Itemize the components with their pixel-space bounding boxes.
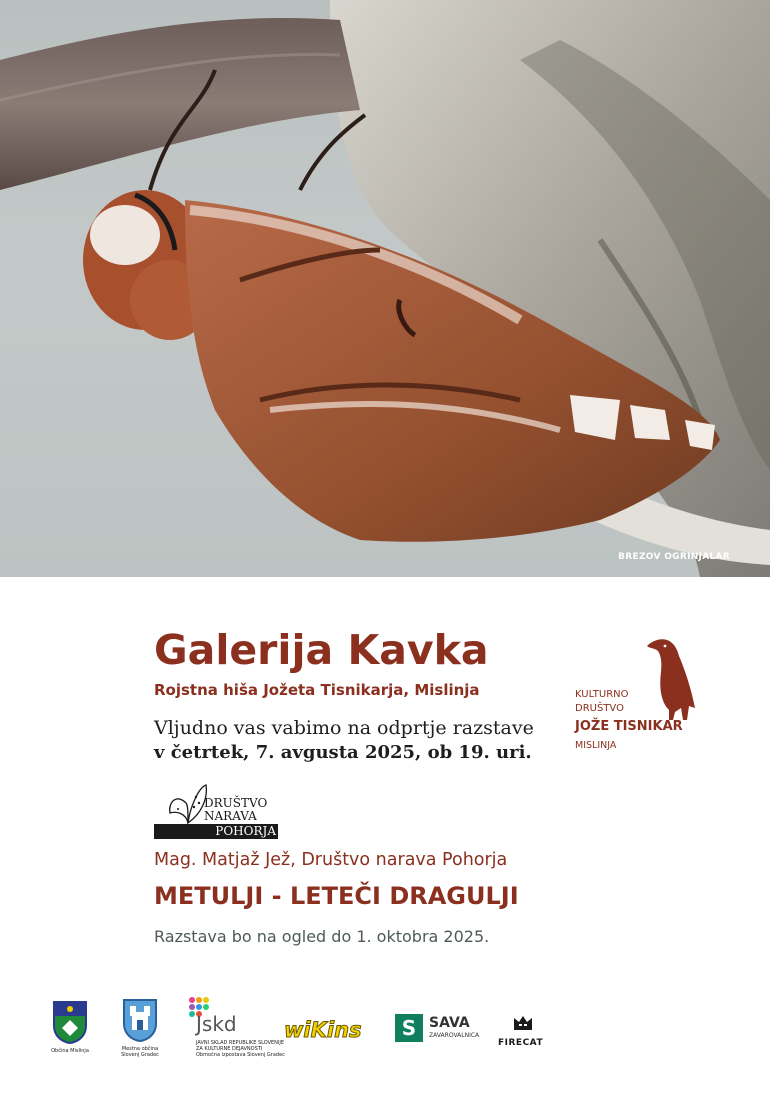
sponsor-sava: [395, 1014, 479, 1046]
firecat-wordmark: FIRECAT: [498, 1038, 544, 1048]
closing-note: Razstava bo na ogled do 1. oktobra 2025.: [154, 927, 490, 946]
slovenj-gradec-coat-of-arms-icon: [122, 998, 158, 1042]
exhibition-title: METULJI - LETEČI DRAGULJI: [154, 882, 519, 910]
sponsor-firecat: [498, 1014, 548, 1048]
organizer-line-1: KULTURNO: [575, 689, 629, 700]
sponsor-slovenj-gradec-caption-2: Slovenj Gradec: [121, 1052, 159, 1058]
jskd-wordmark: Jskd: [196, 1012, 237, 1036]
sponsor-slovenj-gradec: [118, 998, 162, 1058]
logo-line-3: POHORJA: [215, 824, 276, 838]
mislinja-coat-of-arms-icon: [52, 1000, 88, 1044]
photo-caption: BREZOV OGRINJALAR: [618, 552, 730, 562]
sponsor-slovenj-gradec-caption-1: Mestna občina: [121, 1046, 159, 1052]
jskd-caption-3: Območna izpostava Slovenj Gradec: [196, 1052, 285, 1058]
invitation-text: Vljudno vas vabimo na odprtje razstave: [154, 717, 534, 739]
logo-line-2: NARAVA: [204, 809, 257, 823]
sponsor-wikins: [284, 1018, 362, 1042]
firecat-icon: [512, 1014, 534, 1032]
sava-wordmark: SAVA: [429, 1015, 470, 1031]
wikins-wordmark: wiKins: [284, 1018, 362, 1042]
crow-icon: [645, 636, 700, 721]
drustvo-narava-pohorja-logo: [154, 783, 280, 841]
sava-s-icon: S: [395, 1014, 423, 1042]
organizer-line-3: JOŽE TISNIKAR: [575, 719, 683, 734]
logo-line-1: DRUŠTVO: [204, 796, 268, 810]
sponsor-mislinja-caption: Občina Mislinja: [51, 1048, 89, 1054]
organizer-line-2: DRUŠTVO: [575, 703, 624, 714]
venue-title: Galerija Kavka: [154, 626, 489, 674]
organizer-logo: [575, 636, 715, 756]
butterfly-icon: [168, 783, 208, 825]
sponsor-mislinja: [52, 1000, 92, 1054]
exhibition-author: Mag. Matjaž Jež, Društvo narava Pohorja: [154, 850, 508, 870]
sponsor-logos: [0, 990, 770, 1070]
jskd-caption-2: ZA KULTURNE DEJAVNOSTI: [196, 1046, 263, 1052]
sponsor-jskd: [188, 996, 285, 1058]
venue-location: Rojstna hiša Jožeta Tisnikarja, Mislinja: [154, 681, 480, 699]
sava-subtitle: ZAVAROVALNICA: [429, 1032, 480, 1039]
event-datetime: v četrtek, 7. avgusta 2025, ob 19. uri.: [154, 742, 532, 763]
jskd-caption-1: JAVNI SKLAD REPUBLIKE SLOVENIJE: [196, 1040, 285, 1046]
organizer-line-4: MISLINJA: [575, 740, 617, 751]
